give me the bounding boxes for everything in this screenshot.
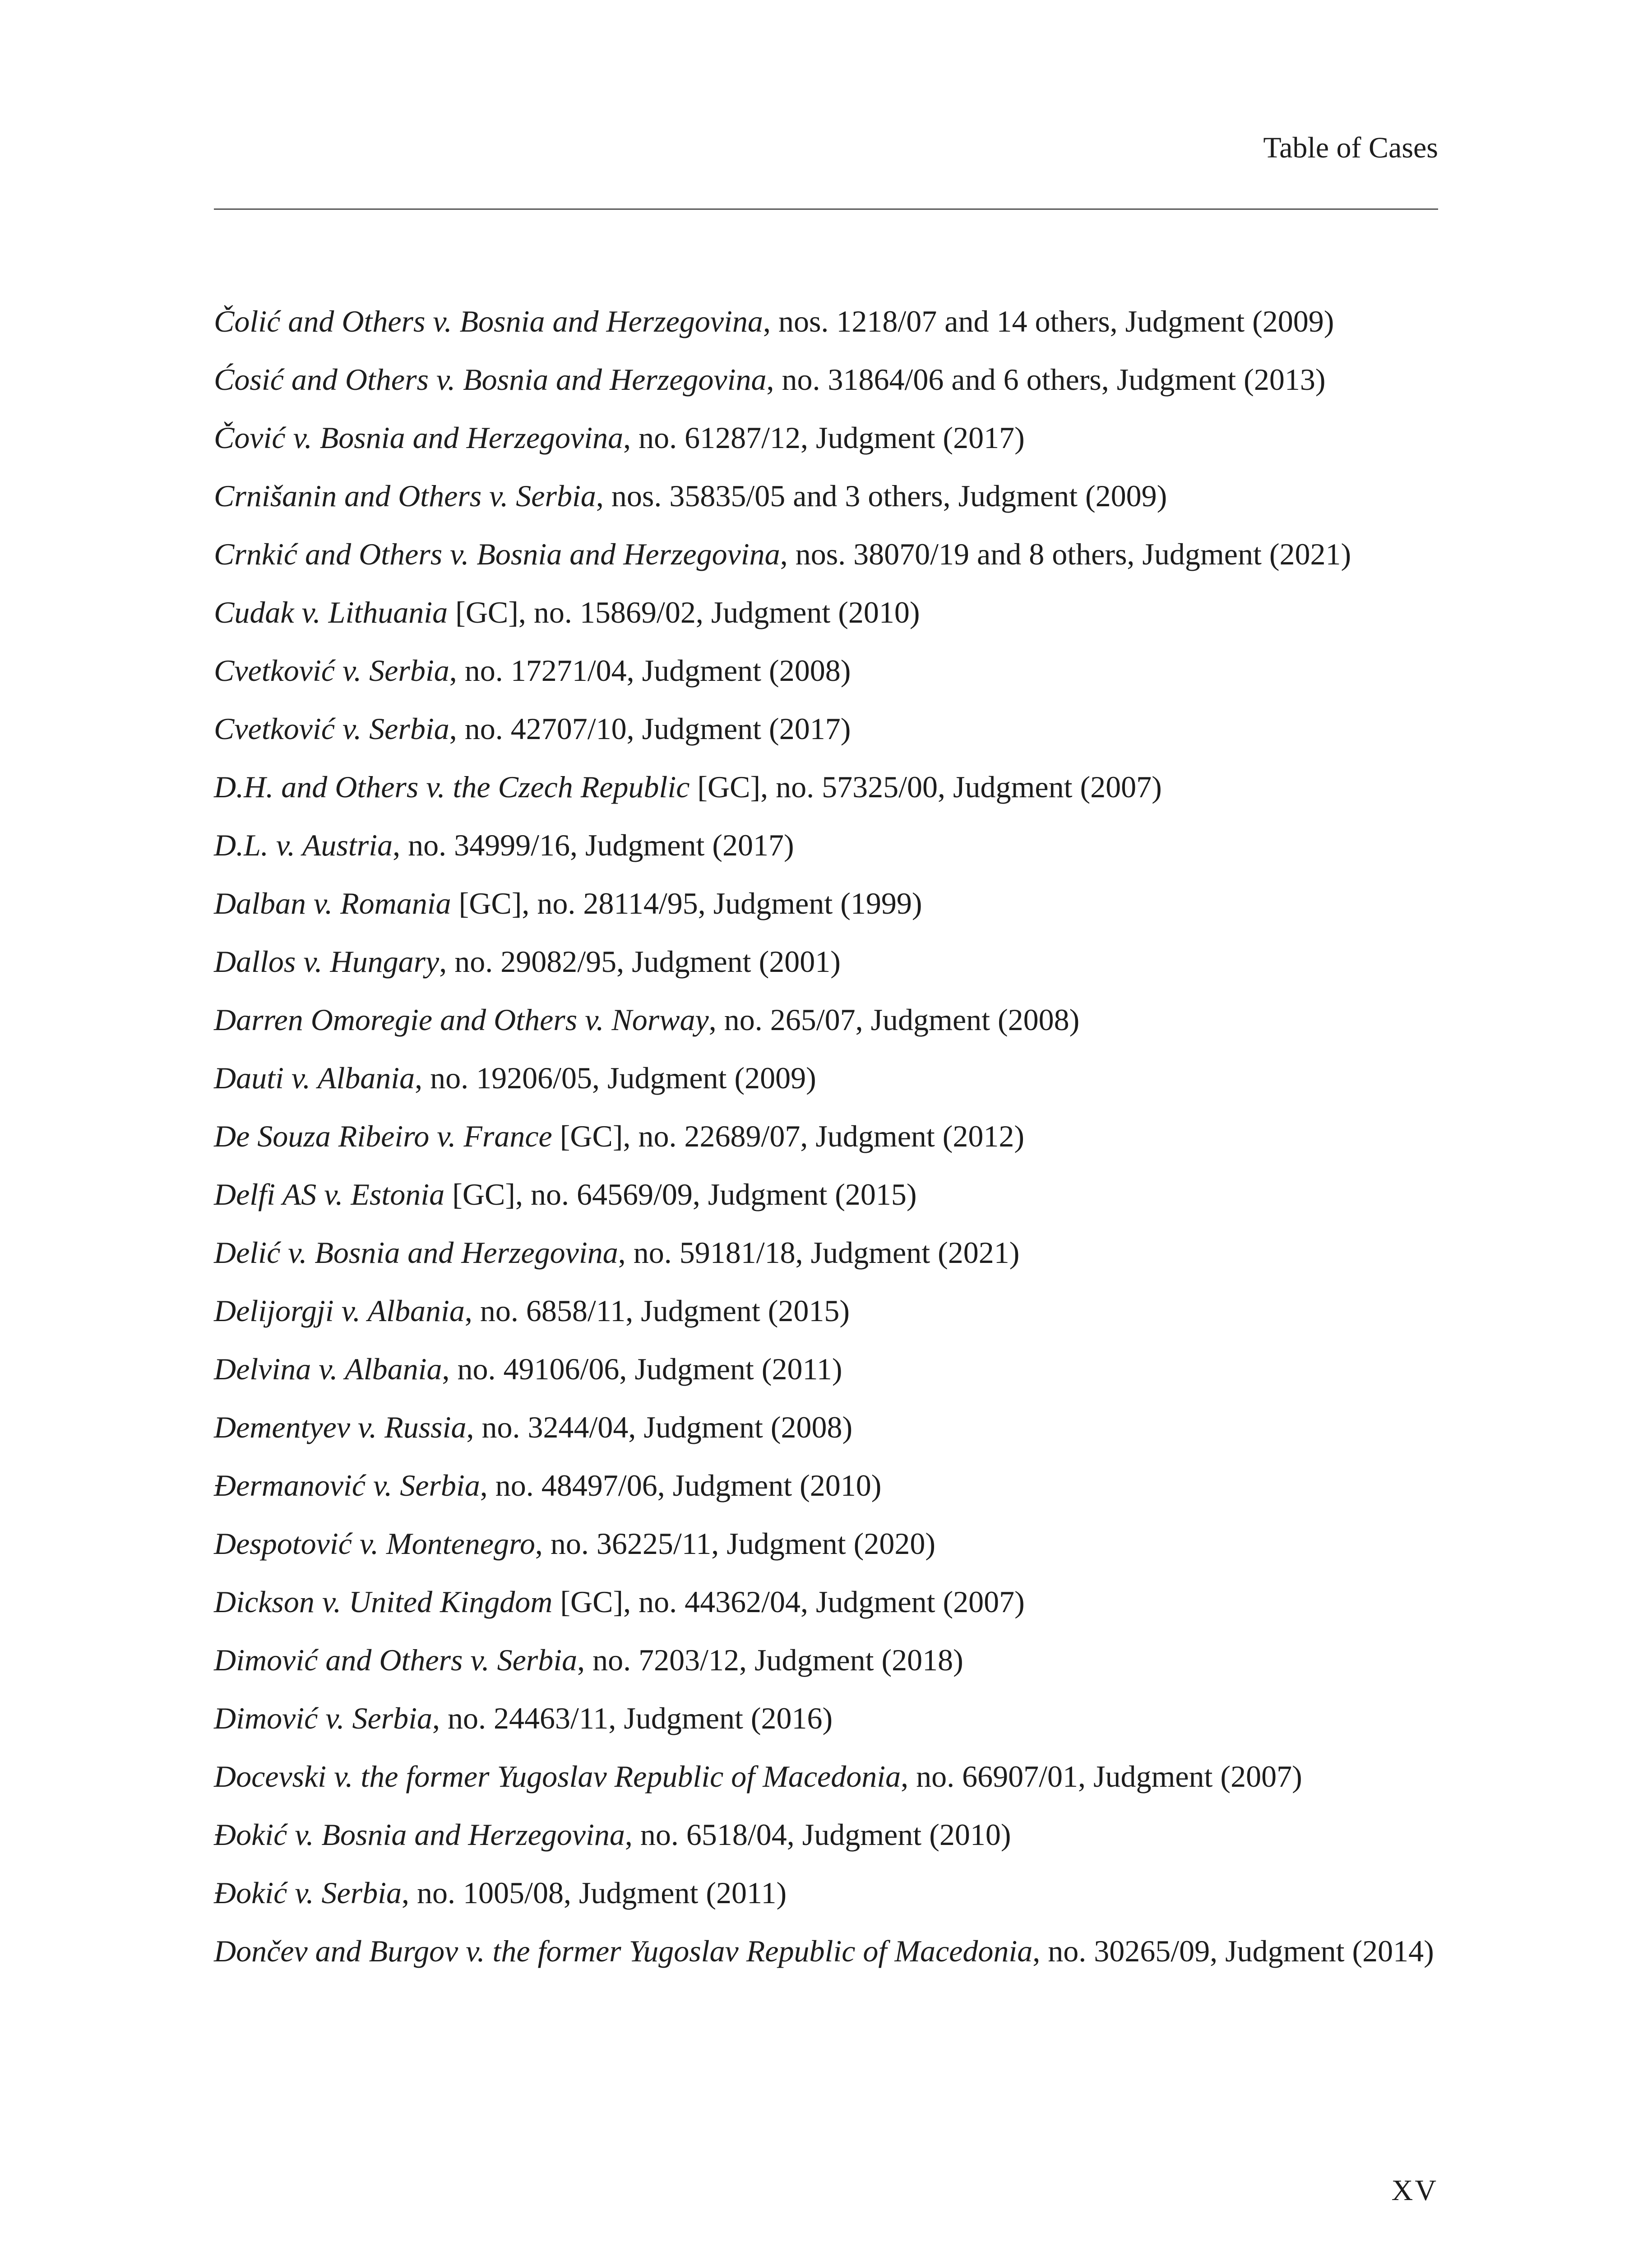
case-name: Cudak v. Lithuania (214, 595, 448, 629)
case-entry (214, 1930, 1438, 1973)
case-entry (214, 1464, 1438, 1507)
case-name: Čović v. Bosnia and Herzegovina (214, 421, 624, 455)
case-entry (214, 940, 1438, 983)
case-name: De Souza Ribeiro v. France (214, 1119, 552, 1153)
case-name: Cvetković v. Serbia (214, 712, 449, 746)
case-name: Docevski v. the former Yugoslav Republic of Macedonia (214, 1759, 901, 1794)
case-name: Đermanović v. Serbia (214, 1468, 480, 1502)
case-name: Despotović v. Montenegro (214, 1526, 535, 1561)
case-details: , no. 265/07, Judgment (2008) (708, 1003, 1080, 1037)
header-rule (214, 208, 1438, 210)
case-name: Dončev and Burgov v. the former Yugoslav Republic of Macedonia (214, 1934, 1033, 1968)
case-name: Dementyev v. Russia (214, 1410, 467, 1444)
case-entry (214, 882, 1438, 925)
case-details: , no. 61287/12, Judgment (2017) (623, 421, 1025, 455)
case-entry (214, 1522, 1438, 1565)
case-details: , no. 6518/04, Judgment (2010) (625, 1817, 1011, 1852)
case-details: [GC], no. 28114/95, Judgment (1999) (451, 886, 922, 920)
case-entry (214, 1290, 1438, 1332)
case-entry (214, 416, 1438, 459)
case-details: , no. 48497/06, Judgment (2010) (480, 1468, 882, 1502)
case-name: Crnišanin and Others v. Serbia (214, 479, 596, 513)
case-entry (214, 1697, 1438, 1740)
case-details: [GC], no. 44362/04, Judgment (2007) (552, 1585, 1025, 1619)
case-name: Đokić v. Serbia (214, 1876, 402, 1910)
case-details: [GC], no. 22689/07, Judgment (2012) (552, 1119, 1025, 1153)
case-name: Delić v. Bosnia and Herzegovina (214, 1235, 618, 1270)
case-details: , no. 19206/05, Judgment (2009) (415, 1061, 816, 1095)
page-number: XV (1391, 2174, 1438, 2207)
case-entry (214, 999, 1438, 1041)
case-name: D.L. v. Austria (214, 828, 393, 862)
case-details: [GC], no. 15869/02, Judgment (2010) (448, 595, 920, 629)
case-details: , no. 30265/09, Judgment (2014) (1032, 1934, 1434, 1968)
case-entry (214, 591, 1438, 634)
case-entry (214, 1231, 1438, 1274)
case-entry (214, 1406, 1438, 1449)
case-name: D.H. and Others v. the Czech Republic (214, 770, 690, 804)
case-name: Dallos v. Hungary (214, 944, 440, 979)
case-details: , no. 3244/04, Judgment (2008) (466, 1410, 853, 1444)
case-details: , no. 31864/06 and 6 others, Judgment (2013) (766, 362, 1326, 397)
case-entry (214, 358, 1438, 401)
case-details: , nos. 38070/19 and 8 others, Judgment (2021) (780, 537, 1351, 571)
case-name: Delvina v. Albania (214, 1352, 442, 1386)
case-entry (214, 766, 1438, 809)
case-name: Dimović v. Serbia (214, 1701, 433, 1735)
case-entry (214, 824, 1438, 867)
case-entry (214, 1057, 1438, 1100)
case-details: , no. 1005/08, Judgment (2011) (402, 1876, 787, 1910)
case-entry (214, 533, 1438, 576)
case-details: , no. 6858/11, Judgment (2015) (464, 1294, 850, 1328)
case-entry (214, 300, 1438, 343)
case-details: [GC], no. 64569/09, Judgment (2015) (444, 1177, 917, 1211)
case-details: , nos. 35835/05 and 3 others, Judgment (2009) (596, 479, 1167, 513)
case-name: Ćosić and Others v. Bosnia and Herzegovina (214, 362, 767, 397)
case-entry (214, 1348, 1438, 1391)
case-name: Dimović and Others v. Serbia (214, 1643, 578, 1677)
case-details: , no. 34999/16, Judgment (2017) (393, 828, 794, 862)
case-name: Dauti v. Albania (214, 1061, 415, 1095)
case-entry (214, 1755, 1438, 1798)
case-name: Delfi AS v. Estonia (214, 1177, 445, 1211)
case-entry (214, 1813, 1438, 1856)
case-name: Dickson v. United Kingdom (214, 1585, 553, 1619)
case-entry (214, 1173, 1438, 1216)
case-name: Čolić and Others v. Bosnia and Herzegovina (214, 304, 763, 338)
running-header: Table of Cases (1263, 131, 1438, 164)
case-details: , no. 66907/01, Judgment (2007) (901, 1759, 1302, 1794)
case-name: Cvetković v. Serbia (214, 653, 449, 688)
case-entry (214, 1639, 1438, 1682)
case-details: , no. 59181/18, Judgment (2021) (618, 1235, 1020, 1270)
case-entry (214, 649, 1438, 692)
case-details: , no. 29082/95, Judgment (2001) (439, 944, 841, 979)
case-details: , no. 7203/12, Judgment (2018) (577, 1643, 963, 1677)
case-name: Delijorgji v. Albania (214, 1294, 465, 1328)
case-entry (214, 1581, 1438, 1623)
case-name: Đokić v. Bosnia and Herzegovina (214, 1817, 625, 1852)
case-entry (214, 1872, 1438, 1914)
case-entry (214, 475, 1438, 518)
case-details: , nos. 1218/07 and 14 others, Judgment (2009) (763, 304, 1334, 338)
case-details: [GC], no. 57325/00, Judgment (2007) (689, 770, 1162, 804)
table-of-cases-list (214, 300, 1438, 1988)
case-name: Darren Omoregie and Others v. Norway (214, 1003, 709, 1037)
case-details: , no. 42707/10, Judgment (2017) (449, 712, 851, 746)
case-details: , no. 17271/04, Judgment (2008) (449, 653, 851, 688)
case-entry (214, 1115, 1438, 1158)
case-entry (214, 707, 1438, 750)
case-details: , no. 49106/06, Judgment (2011) (442, 1352, 842, 1386)
case-details: , no. 36225/11, Judgment (2020) (535, 1526, 935, 1561)
case-details: , no. 24463/11, Judgment (2016) (432, 1701, 833, 1735)
case-name: Crnkić and Others v. Bosnia and Herzegovina (214, 537, 780, 571)
case-name: Dalban v. Romania (214, 886, 451, 920)
